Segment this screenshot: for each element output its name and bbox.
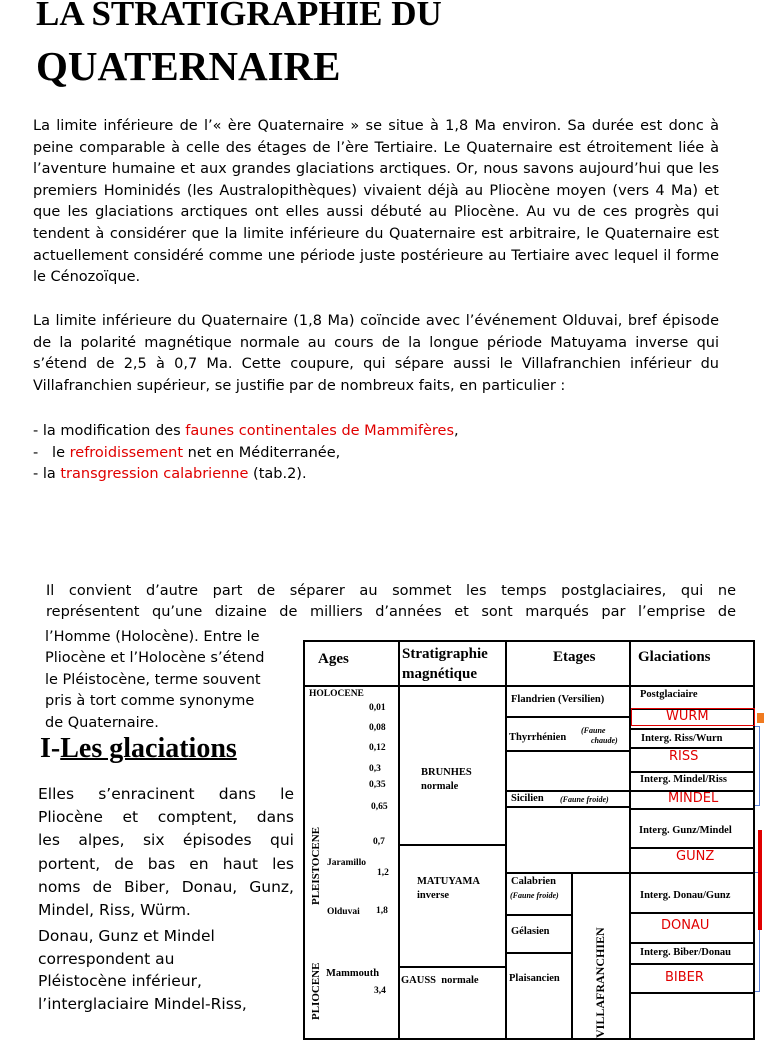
age-value: 0,12 — [369, 743, 386, 753]
glac-rule — [629, 808, 755, 810]
text-line: pris à tort comme synonyme — [45, 693, 255, 710]
highlight-text: transgression calabrienne — [60, 466, 249, 483]
list-item: - la modification des faunes continentales de Mammifères, — [33, 423, 459, 439]
text-line: portent, de bas en haut les — [38, 854, 294, 873]
glac-rule — [629, 912, 755, 914]
holocene-label: HOLOCENE — [309, 689, 364, 699]
intro-paragraph-1: La limite inférieure de l’« ère Quaternaire » se situe à 1,8 Ma environ. Sa durée est donc à peine comparable à celle des étages de l’ère Tertiaire. Le Quaternaire est étroitement liée à l’aventure humaine et aux grandes glaciations arctiques. Or, nous savons aujourd’hui que les premiers Hominidés (les Australopithèques) vivaient déjà au Pliocène moyen (vers 4 Ma) et que les glaciations arctiques ont elles aussi débuté au Pliocène. Au vu de ces progrès qui tendent à considérer que la limite inférieure du Quaternaire est arbitraire, le Quaternaire est actuellement considéré comme une période juste postérieure au Tertiaire avec lequel il forme le Cénozoïque. — [33, 118, 719, 286]
header-etages: Etages — [553, 649, 596, 665]
matuyama-sub: inverse — [417, 890, 450, 901]
postglacial-paragraph — [46, 581, 736, 624]
glaciations-paragraph-2 — [38, 925, 294, 1015]
glac-gunz-mindel: Interg. Gunz/Mindel — [639, 825, 732, 836]
magnetic-rule — [398, 844, 505, 846]
etage-rule — [505, 790, 629, 792]
glac-rule — [629, 728, 755, 730]
blue-bracket — [755, 726, 760, 806]
etage-rule — [505, 872, 629, 874]
list-item: - la transgression calabrienne (tab.2). — [33, 466, 307, 483]
stratigraphy-table — [303, 640, 755, 1040]
text-line: représentent qu’une dizaine de milliers d’années et sont marqués par l’emprise de — [46, 604, 736, 621]
jaramillo-age: 1,2 — [377, 868, 389, 878]
text-line: le Pléistocène, terme souvent — [45, 671, 261, 688]
glac-biber-donau: Interg. Biber/Donau — [640, 947, 732, 958]
etage-calabrien: Calabrien — [511, 876, 556, 887]
glac-rule — [629, 992, 755, 994]
villafranchien-label: VILLAFRANCHIEN — [593, 927, 607, 1038]
text-line: Pléistocène inférieur, — [38, 972, 202, 991]
text-line: les alpes, six épisodes qui — [38, 831, 294, 850]
matuyama-label: MATUYAMA — [417, 876, 480, 887]
text-line: Il convient d’autre part de séparer au sommet les temps postglaciaires, qui ne — [46, 583, 736, 599]
etage-thyrrhenien: Thyrrhénien — [509, 732, 567, 743]
magnetic-rule — [398, 966, 505, 968]
age-value: 0,7 — [373, 837, 385, 847]
mammouth-age: 3,4 — [374, 986, 386, 996]
text-line: noms de Biber, Donau, Gunz, — [38, 877, 294, 896]
facts-list — [33, 421, 459, 486]
text-line: l’Homme (Holocène). Entre le — [45, 629, 260, 645]
glaciations-paragraph — [38, 783, 294, 922]
glac-rule — [629, 771, 755, 773]
text-line: Donau, Gunz et Mindel — [38, 927, 215, 945]
highlight-text: refroidissement — [69, 444, 184, 461]
header-glaciations: Glaciations — [638, 649, 711, 665]
etage-flandrien: Flandrien (Versilien) — [511, 694, 605, 705]
mammouth-label: Mammouth — [326, 968, 380, 979]
etage-note: (Faune — [581, 726, 606, 735]
brunhes-sub: normale — [421, 781, 459, 792]
etage-rule — [505, 914, 571, 916]
text-line: Pliocène et l’Holocène s’étend — [45, 650, 265, 667]
glac-donau-gunz: Interg. Donau/Gunz — [640, 890, 731, 901]
text-line: Mindel, Riss, Würm. — [38, 901, 191, 920]
column-divider — [571, 872, 573, 1040]
highlight-text: faunes continentales de Mammifères — [185, 423, 455, 439]
text-line: de Quaternaire. — [45, 714, 159, 731]
brunhes-label: BRUNHES — [421, 767, 472, 778]
olduvai-age: 1,8 — [376, 906, 388, 916]
etage-sicilien: Sicilien — [511, 793, 544, 804]
olduvai-label: Olduvai — [327, 907, 360, 917]
header-strat-1: Stratigraphie — [402, 646, 488, 662]
glac-riss: RISS — [669, 749, 699, 764]
gauss-label: GAUSS normale — [401, 975, 479, 986]
age-value: 0,35 — [369, 780, 386, 790]
glac-rule — [629, 942, 755, 944]
jaramillo-label: Jaramillo — [327, 858, 367, 868]
glac-donau: DONAU — [661, 918, 710, 933]
column-divider — [505, 640, 507, 1040]
etage-note: chaude) — [591, 736, 618, 745]
postglacial-left-column — [45, 627, 295, 734]
glac-rule — [629, 963, 755, 965]
text-line: l’interglaciaire Mindel-Riss, — [38, 994, 247, 1013]
header-ages: Ages — [318, 651, 349, 667]
column-divider — [398, 640, 400, 1040]
title-line-1: LA STRATIGRAPHIE DU — [36, 0, 442, 33]
etage-rule — [505, 750, 629, 752]
etage-rule — [505, 806, 629, 808]
glac-mindel-riss: Interg. Mindel/Riss — [640, 774, 727, 785]
age-value: 0,08 — [369, 723, 386, 733]
header-strat-2: magnétique — [402, 666, 477, 682]
section-heading: I-Les glaciations — [40, 733, 237, 764]
glac-riss-wurm: Interg. Riss/Wurn — [641, 733, 723, 744]
intro-paragraph-2: La limite inférieure du Quaternaire (1,8 Ma) coïncide avec l’événement Olduvai, bref épisode de la polarité magnétique normale au cours de la longue période Matuyama inverse qui s’étend de 2,5 à 0,7 Ma. Cette coupure, qui sépare aussi le Villafranchien inférieur du Villafranchien supérieur, se justifie par de nombreux faits, en particulier : — [33, 313, 719, 394]
column-divider — [629, 640, 631, 1040]
etage-note: (Faune froide) — [510, 891, 559, 900]
header-rule — [303, 685, 755, 687]
title-line-2: QUATERNAIRE — [36, 43, 341, 89]
age-value: 0,65 — [371, 802, 388, 812]
pliocene-label: PLIOCENE — [310, 962, 322, 1020]
glac-biber: BIBER — [665, 970, 704, 985]
text-line: Pliocène et comptent, dans — [38, 808, 294, 827]
pleistocene-label: PLEISTOCENE — [310, 826, 322, 905]
red-marker — [758, 830, 762, 930]
glac-wurm: WURM — [666, 709, 709, 724]
glac-gunz: GUNZ — [676, 849, 715, 864]
age-value: 0,3 — [369, 764, 381, 774]
text-line: correspondent au — [38, 949, 175, 968]
etage-gelasien: Gélasien — [511, 926, 550, 937]
etage-plaisancien: Plaisancien — [509, 973, 560, 984]
glac-postglaciaire: Postglaciaire — [640, 689, 698, 700]
orange-marker — [757, 713, 764, 723]
glac-rule — [629, 872, 755, 874]
text-line: Elles s’enracinent dans le — [38, 785, 294, 803]
list-item: - le refroidissement net en Méditerranée, — [33, 444, 341, 461]
etage-note: (Faune froide) — [560, 795, 609, 804]
glac-mindel: MINDEL — [668, 791, 719, 806]
etage-rule — [505, 952, 571, 954]
etage-rule — [505, 716, 629, 718]
age-value: 0,01 — [369, 703, 386, 713]
